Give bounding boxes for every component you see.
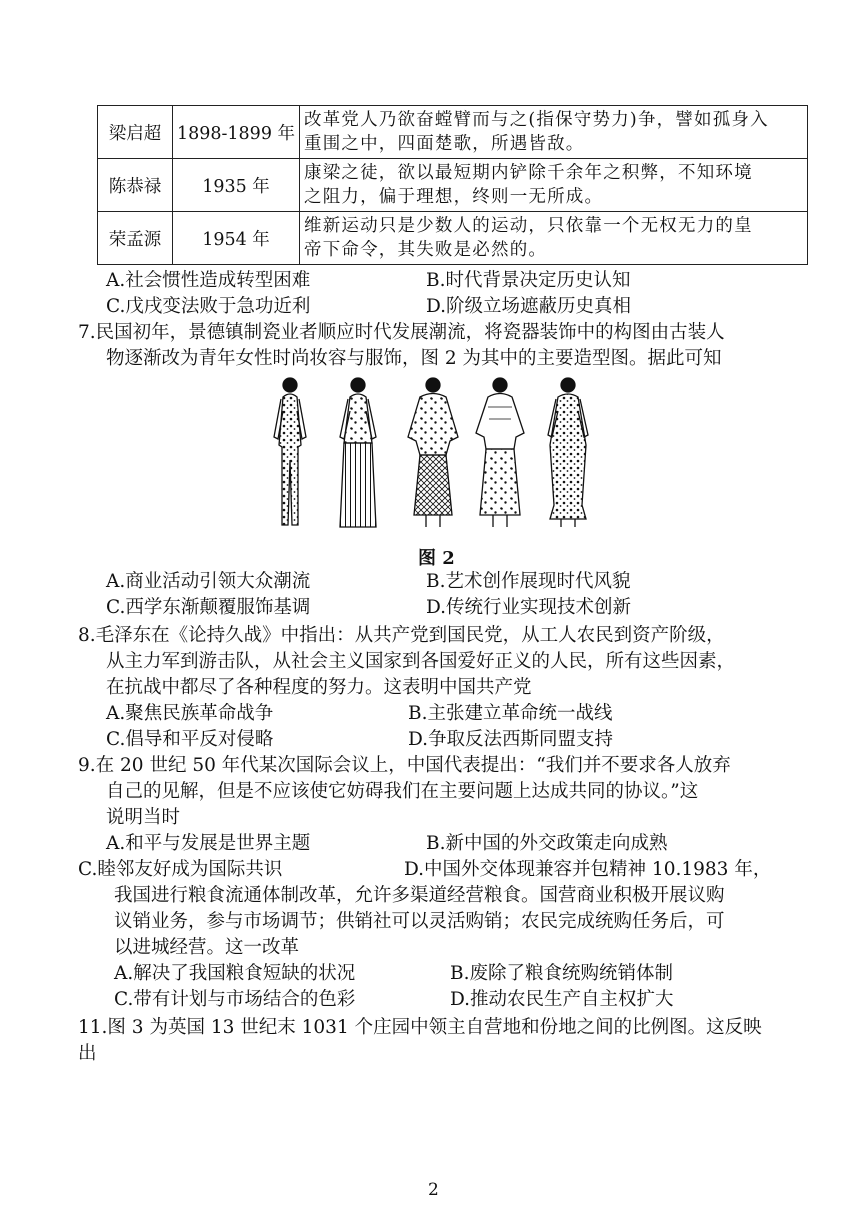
q6-option-c: C.戊戌变法败于急功近利: [106, 296, 311, 317]
q7-option-b: B.艺术创作展现时代风貌: [426, 571, 631, 592]
q11-stem-line2: 出: [78, 1043, 97, 1064]
table-cell-year: 1935 年: [173, 159, 300, 212]
q8-option-d: D.争取反法西斯同盟支持: [408, 729, 614, 750]
quote-line: 改革党人乃欲奋螳臂而与之(指保守势力)争，譬如孤身入: [304, 109, 769, 130]
table-row: [98, 106, 808, 159]
table-cell-year: 1898-1899 年: [173, 106, 300, 159]
q9-stem-line1: 9.在 20 世纪 50 年代某次国际会议上，中国代表提出：“我们并不要求各人放弃: [78, 755, 731, 776]
figure-woman-2: [340, 378, 376, 527]
q6-option-b: B.时代背景决定历史认知: [426, 270, 631, 291]
q9-stem-line3: 说明当时: [106, 807, 181, 828]
q9-option-c: C.睦邻友好成为国际共识: [78, 859, 283, 880]
table-cell-name: 荣孟源: [98, 212, 173, 265]
q7-option-c: C.西学东渐颠覆服饰基调: [106, 597, 311, 618]
q10-option-a: A.解决了我国粮食短缺的状况: [114, 963, 356, 984]
figure-2-costume-illustration: [268, 375, 598, 535]
q10-stem-line1: 我国进行粮食流通体制改革，允许多渠道经营粮食。国营商业积极开展议购: [114, 885, 725, 906]
figure-woman-3: [408, 378, 458, 527]
table-cell-name: 陈恭禄: [98, 159, 173, 212]
quote-line: 康梁之徒，欲以最短期内铲除千余年之积弊，不知环境: [304, 162, 753, 183]
quote-line: 帝下命令，其失败是必然的。: [304, 239, 548, 260]
q6-option-a: A.社会惯性造成转型困难: [106, 270, 311, 291]
q7-option-d: D.传统行业实现技术创新: [426, 597, 632, 618]
page-number: 2: [428, 1180, 439, 1200]
q8-stem-line1: 8.毛泽东在《论持久战》中指出：从共产党到国民党，从工人农民到资产阶级，: [78, 625, 725, 646]
q10-option-b: B.废除了粮食统购统销体制: [450, 963, 673, 984]
table-cell-quote: [300, 106, 808, 159]
figure-woman-5: [548, 378, 588, 527]
q11-stem-line1: 11.图 3 为英国 13 世纪末 1031 个庄园中领主自营地和份地之间的比例图。这反映: [78, 1017, 762, 1038]
quote-table: [97, 105, 808, 265]
q8-option-c: C.倡导和平反对侵略: [106, 729, 274, 750]
table-cell-name: 梁启超: [98, 106, 173, 159]
q7-stem-line1: 7.民国初年，景德镇制瓷业者顺应时代发展潮流，将瓷器装饰中的构图由古装人: [78, 322, 725, 343]
quote-line: 重围之中，四面楚歌，所遇皆敌。: [304, 133, 585, 154]
table-cell-quote: [300, 159, 808, 212]
table-row: [98, 159, 808, 212]
table-row: [98, 212, 808, 265]
q10-stem-line2: 议销业务，参与市场调节；供销社可以灵活购销；农民完成统购任务后，可: [114, 911, 725, 932]
q10-stem-line3: 以进城经营。这一改革: [114, 937, 300, 958]
q8-stem-line3: 在抗战中都尽了各种程度的努力。这表明中国共产党: [106, 677, 532, 698]
figure-woman-1: [274, 378, 306, 525]
q8-option-b: B.主张建立革命统一战线: [408, 703, 613, 724]
quote-line: 之阻力，偏于理想，终则一无所成。: [304, 186, 604, 207]
q8-option-a: A.聚焦民族革命战争: [106, 703, 274, 724]
figure-woman-4: [476, 378, 524, 527]
q7-stem-line2: 物逐渐改为青年女性时尚妆容与服饰，图 2 为其中的主要造型图。据此可知: [106, 348, 722, 369]
q9-stem-line2: 自己的见解，但是不应该使它妨碍我们在主要问题上达成共同的协议。”这: [106, 781, 699, 802]
q10-option-d: D.推动农民生产自主权扩大: [450, 989, 674, 1010]
figure-2-caption: 图 2: [418, 548, 455, 569]
q6-option-d: D.阶级立场遮蔽历史真相: [426, 296, 632, 317]
q10-option-c: C.带有计划与市场结合的色彩: [114, 989, 356, 1010]
q9-option-b: B.新中国的外交政策走向成熟: [426, 833, 668, 854]
q7-option-a: A.商业活动引领大众潮流: [106, 571, 311, 592]
quote-line: 维新运动只是少数人的运动，只依靠一个无权无力的皇: [304, 215, 753, 236]
q9-option-a: A.和平与发展是世界主题: [106, 833, 311, 854]
q9-option-d: D.中国外交体现兼容并包精神 10.1983 年，: [404, 859, 772, 880]
q8-stem-line2: 从主力军到游击队，从社会主义国家到各国爱好正义的人民，所有这些因素，: [106, 651, 736, 672]
table-cell-quote: [300, 212, 808, 265]
table-cell-year: 1954 年: [173, 212, 300, 265]
